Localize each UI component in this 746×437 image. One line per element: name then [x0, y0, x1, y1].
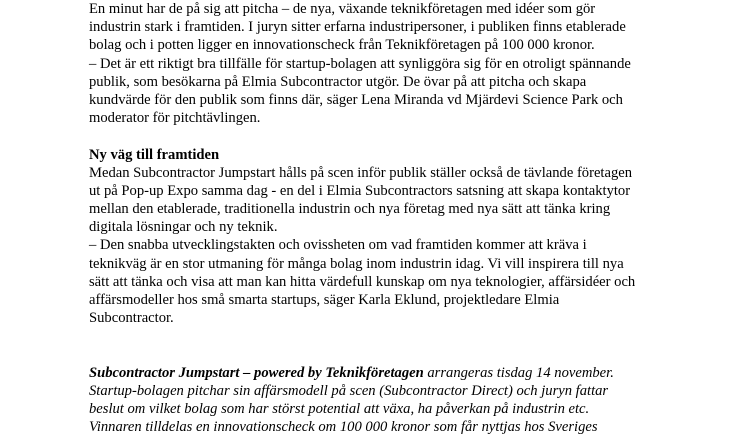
event-date-text: arrangeras tisdag 14 november.: [423, 364, 614, 381]
event-title: Subcontractor Jumpstart – powered by Teknikföretagen: [89, 364, 424, 381]
spacer: [89, 127, 669, 145]
text-line: affärsmodeller hos små smarta startups, säger Karla Eklund, projektledare Elmia: [89, 292, 560, 308]
section-heading: Ny väg till framtiden: [89, 146, 220, 163]
text-line: – Det är ett riktigt bra tillfälle för startup-bolagen att synliggöra sig för en otroligt spännande: [89, 55, 631, 72]
text-line: teknikväg är en stor utmaning för många bolag inom industrin idag. Vi vill inspirera till nya: [89, 255, 624, 272]
text-line: sätt att tänka och visa att man kan hitta värdefull kunskap om nya teknologier, affärsidéer och: [89, 273, 636, 290]
intro-paragraph: [89, 0, 669, 127]
text-line: digitala lösningar och ny teknik.: [89, 219, 278, 236]
spacer: [89, 327, 669, 345]
text-line: Medan Subcontractor Jumpstart hålls på scen inför publik ställer också de tävlande företagen: [89, 164, 633, 181]
section-new-path: [89, 146, 669, 328]
text-line: beslut om vilket bolag som har störst potential att växa, ha påverkan på industrin etc.: [89, 401, 590, 418]
event-info-first-line: [89, 364, 669, 382]
spacer: [89, 346, 669, 364]
text-line: Subcontractor.: [89, 310, 174, 327]
text-line: ut på Pop-up Expo samma dag - en del i Elmia Subcontractors satsning att skapa kontaktytor: [89, 182, 631, 199]
document-page: [89, 0, 669, 437]
text-line: moderator för pitchtävlingen.: [89, 110, 261, 127]
text-line: – Den snabba utvecklingstakten och ovissheten om vad framtiden kommer att kräva i: [89, 237, 587, 254]
text-line: Vinnaren tilldelas en innovationscheck om 100 000 kronor som får nyttjas hos Sveriges: [89, 419, 598, 436]
text-line: industrin stark i framtiden. I juryn sitter erfarna industripersoner, i publiken finns etablerade: [89, 19, 626, 36]
text-line: mellan den etablerade, traditionella industrin och nya företag med nya sätt att tänka kring: [89, 201, 611, 218]
text-line: En minut har de på sig att pitcha – de nya, växande teknikföretagen med idéer som gör: [89, 1, 596, 17]
event-info: [89, 364, 669, 437]
text-line: publik, som besökarna på Elmia Subcontractor utgör. De övar på att pitcha och skapa: [89, 73, 587, 90]
text-line: Startup-bolagen pitchar sin affärsmodell på scen (Subcontractor Direct) och juryn fattar: [89, 382, 609, 399]
text-line: kundvärde för den publik som finns där, säger Lena Miranda vd Mjärdevi Science Park och: [89, 91, 623, 108]
text-line: bolag och i potten ligger en innovationscheck från Teknikföretagen på 100 000 kronor.: [89, 37, 595, 54]
